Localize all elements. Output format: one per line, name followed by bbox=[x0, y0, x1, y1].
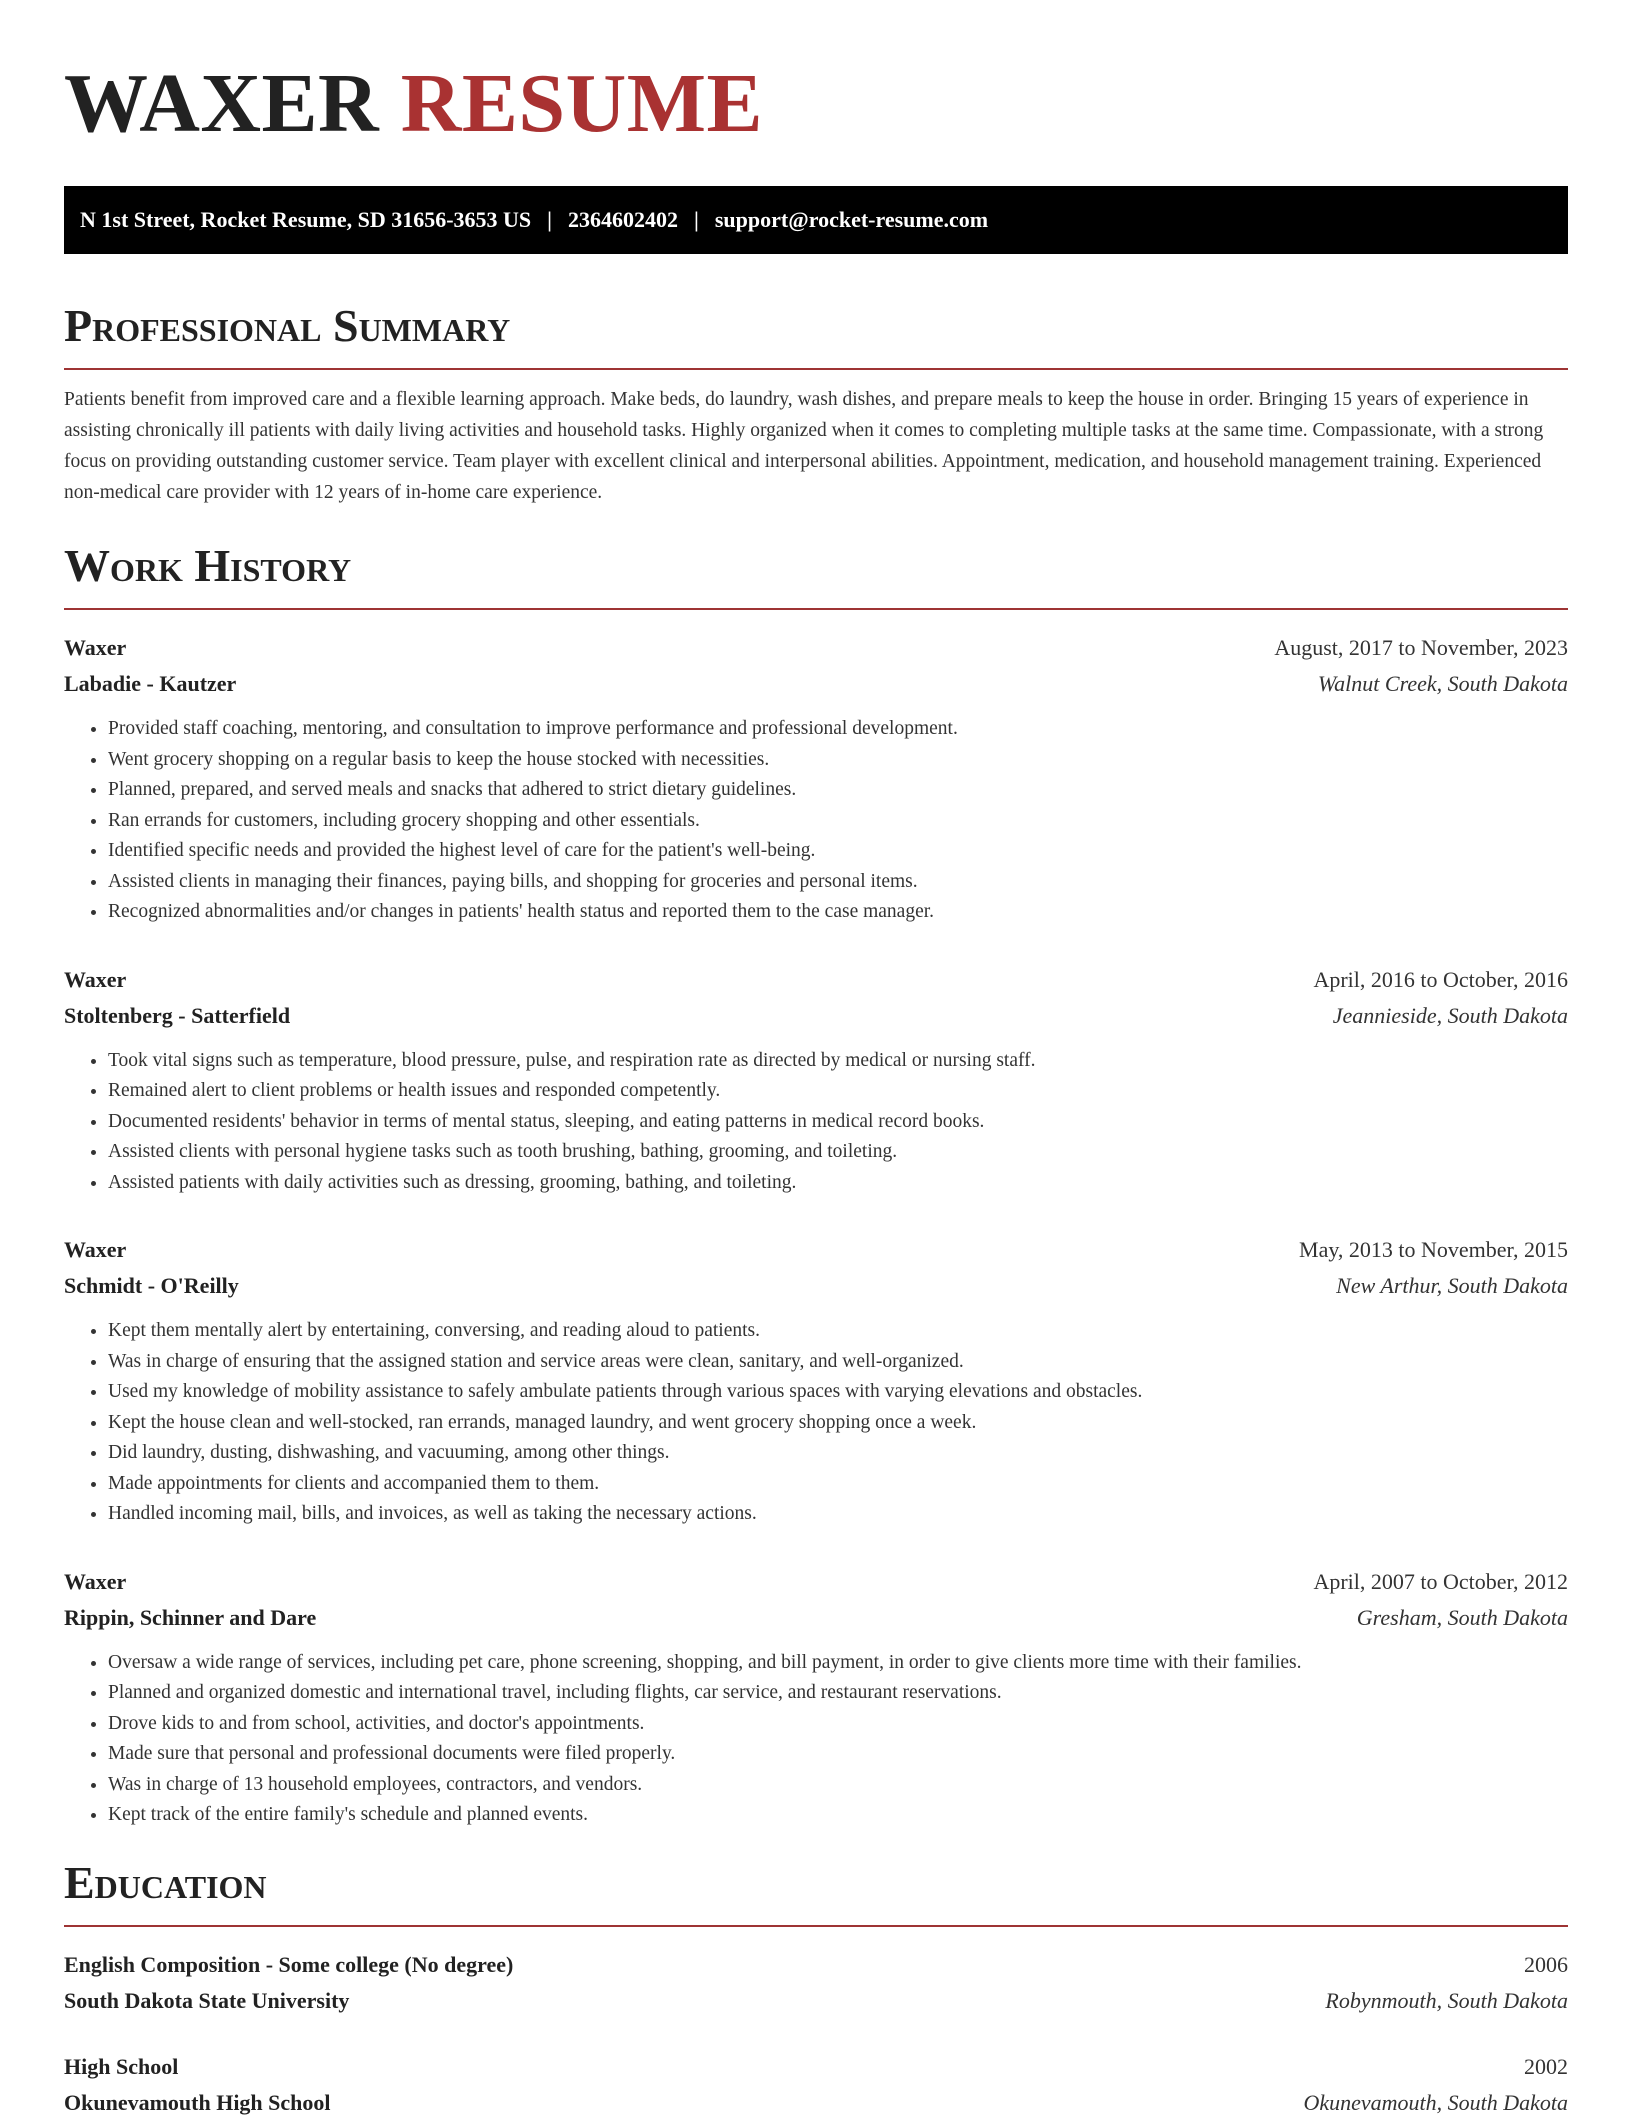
job-dates: May, 2013 to November, 2015 bbox=[1299, 1237, 1568, 1262]
job-duty: • Handled incoming mail, bills, and invoices, as well as taking the necessary actions. bbox=[108, 1499, 1568, 1530]
job-title: Waxer bbox=[64, 1237, 127, 1262]
education-section bbox=[64, 1857, 1568, 2121]
job-dates: April, 2007 to October, 2012 bbox=[1313, 1568, 1568, 1594]
job-duty: • Kept them mentally alert by entertaining, conversing, and reading aloud to patients. bbox=[108, 1316, 1568, 1347]
job-company-row bbox=[64, 1600, 1568, 1636]
job-location: Walnut Creek, South Dakota bbox=[1317, 671, 1568, 696]
section-title-work-history: Work History bbox=[64, 540, 352, 591]
job-duties-list bbox=[64, 714, 1568, 928]
job-location: Jeannieside, South Dakota bbox=[1332, 1002, 1568, 1028]
job-duty: • Made sure that personal and professional documents were filed properly. bbox=[108, 1739, 1568, 1770]
contact-separator: | bbox=[547, 207, 553, 232]
section-title-summary: Professional Summary bbox=[64, 300, 511, 351]
job-title: Waxer bbox=[64, 966, 127, 992]
job-company-row bbox=[64, 1268, 1568, 1304]
section-divider bbox=[64, 1925, 1568, 1927]
work-history-section bbox=[64, 540, 1568, 1831]
education-school: South Dakota State University bbox=[64, 1987, 350, 2013]
job-duty: • Identified specific needs and provided the highest level of care for the patient's well-being. bbox=[108, 836, 1568, 867]
job-duty: • Took vital signs such as temperature, blood pressure, pulse, and respiration rate as directed by medical or nursing staff. bbox=[108, 1046, 1568, 1077]
job-location: New Arthur, South Dakota bbox=[1336, 1273, 1568, 1298]
job-header-row bbox=[64, 1232, 1568, 1268]
contact-separator: | bbox=[694, 207, 699, 232]
job-duty: • Made appointments for clients and accompanied them to them. bbox=[108, 1469, 1568, 1500]
job-dates: April, 2016 to October, 2016 bbox=[1313, 966, 1568, 992]
job-duty: • Ran errands for customers, including grocery shopping and other essentials. bbox=[108, 806, 1568, 837]
job-title: Waxer bbox=[64, 635, 127, 660]
job-duty: • Remained alert to client problems or health issues and responded competently. bbox=[108, 1076, 1568, 1107]
education-school-row bbox=[64, 2085, 1568, 2121]
education-location: Robynmouth, South Dakota bbox=[1325, 1987, 1568, 2013]
job-duty: • Provided staff coaching, mentoring, and consultation to improve performance and professional development. bbox=[108, 714, 1568, 745]
job-duties-list bbox=[64, 1648, 1568, 1831]
job-header-row bbox=[64, 630, 1568, 666]
education-degree: English Composition - Some college (No degree) bbox=[64, 1951, 514, 1977]
education-school-row bbox=[64, 1983, 1568, 2019]
education-location: Okunevamouth, South Dakota bbox=[1303, 2089, 1568, 2115]
job-entry bbox=[64, 962, 1568, 1199]
education-degree: High School bbox=[64, 2053, 179, 2079]
job-dates: August, 2017 to November, 2023 bbox=[1274, 635, 1568, 660]
job-location: Gresham, South Dakota bbox=[1356, 1604, 1568, 1630]
summary-section bbox=[64, 300, 1568, 508]
resume-name-heading bbox=[64, 56, 1568, 152]
last-name: RESUME bbox=[400, 57, 764, 150]
contact-email: support@rocket-resume.com bbox=[714, 207, 989, 232]
job-duty: • Assisted patients with daily activities such as dressing, grooming, bathing, and toileting. bbox=[108, 1168, 1568, 1199]
job-duties-list bbox=[64, 1316, 1568, 1530]
job-duty: • Drove kids to and from school, activities, and doctor's appointments. bbox=[108, 1709, 1568, 1740]
job-company: Labadie - Kautzer bbox=[64, 671, 237, 696]
education-header-row bbox=[64, 2049, 1568, 2085]
job-duty: • Kept track of the entire family's schedule and planned events. bbox=[108, 1800, 1568, 1831]
job-duty: • Used my knowledge of mobility assistance to safely ambulate patients through various spaces with varying elevations and obstacles. bbox=[108, 1377, 1568, 1408]
job-duty: • Was in charge of 13 household employees, contractors, and vendors. bbox=[108, 1770, 1568, 1801]
job-company-row bbox=[64, 998, 1568, 1034]
job-entry bbox=[64, 1564, 1568, 1831]
contact-phone: 2364602402 bbox=[568, 207, 679, 232]
job-duty: • Assisted clients in managing their finances, paying bills, and shopping for groceries and personal items. bbox=[108, 867, 1568, 898]
job-duty: • Was in charge of ensuring that the assigned station and service areas were clean, sanitary, and well-organized. bbox=[108, 1347, 1568, 1378]
section-divider bbox=[64, 608, 1568, 610]
job-duty: • Assisted clients with personal hygiene tasks such as tooth brushing, bathing, grooming, and toileting. bbox=[108, 1137, 1568, 1168]
job-duty: • Kept the house clean and well-stocked, ran errands, managed laundry, and went grocery shopping once a week. bbox=[108, 1408, 1568, 1439]
job-duty: • Planned and organized domestic and international travel, including flights, car service, and restaurant reservations. bbox=[108, 1678, 1568, 1709]
job-header-row bbox=[64, 1564, 1568, 1600]
summary-text: Patients benefit from improved care and a flexible learning approach. Make beds, do laundry, wash dishes, and prepare meals to keep the house in order. Bringing 15 years of experience in assisting chronically ill patients with daily living activities and household tasks. Highly organized when it comes to completing multiple tasks at the same time. Compassionate, with a strong focus on providing outstanding customer service. Team player with excellent clinical and interpersonal abilities. Appointment, medication, and household management training. Experienced non-medical care provider with 12 years of in-home care experience. bbox=[64, 389, 1544, 503]
job-duty: • Did laundry, dusting, dishwashing, and vacuuming, among other things. bbox=[108, 1438, 1568, 1469]
education-entry bbox=[64, 1947, 1568, 2019]
contact-bar bbox=[64, 186, 1568, 254]
contact-address: N 1st Street, Rocket Resume, SD 31656-3653 US bbox=[80, 207, 532, 232]
education-header-row bbox=[64, 1947, 1568, 1983]
education-school: Okunevamouth High School bbox=[64, 2089, 331, 2115]
job-company-row bbox=[64, 666, 1568, 702]
job-company: Stoltenberg - Satterfield bbox=[64, 1002, 291, 1028]
job-company: Rippin, Schinner and Dare bbox=[64, 1604, 317, 1630]
job-entry bbox=[64, 630, 1568, 928]
job-title: Waxer bbox=[64, 1568, 127, 1594]
education-year: 2006 bbox=[1524, 1951, 1568, 1977]
job-header-row bbox=[64, 962, 1568, 998]
job-entry bbox=[64, 1232, 1568, 1530]
section-divider bbox=[64, 368, 1568, 370]
job-duty: • Planned, prepared, and served meals and snacks that adhered to strict dietary guidelines. bbox=[108, 775, 1568, 806]
job-duty: • Oversaw a wide range of services, including pet care, phone screening, shopping, and bill payment, in order to give clients more time with their families. bbox=[108, 1648, 1568, 1679]
first-name: WAXER bbox=[64, 57, 380, 150]
job-company: Schmidt - O'Reilly bbox=[64, 1273, 239, 1298]
job-duties-list bbox=[64, 1046, 1568, 1199]
job-duty: • Went grocery shopping on a regular basis to keep the house stocked with necessities. bbox=[108, 745, 1568, 776]
education-year: 2002 bbox=[1524, 2053, 1568, 2079]
job-duty: • Recognized abnormalities and/or changes in patients' health status and reported them to the case manager. bbox=[108, 897, 1568, 928]
job-duty: • Documented residents' behavior in terms of mental status, sleeping, and eating patterns in medical record books. bbox=[108, 1107, 1568, 1138]
section-title-education: Education bbox=[64, 1856, 267, 1908]
education-entry bbox=[64, 2049, 1568, 2121]
